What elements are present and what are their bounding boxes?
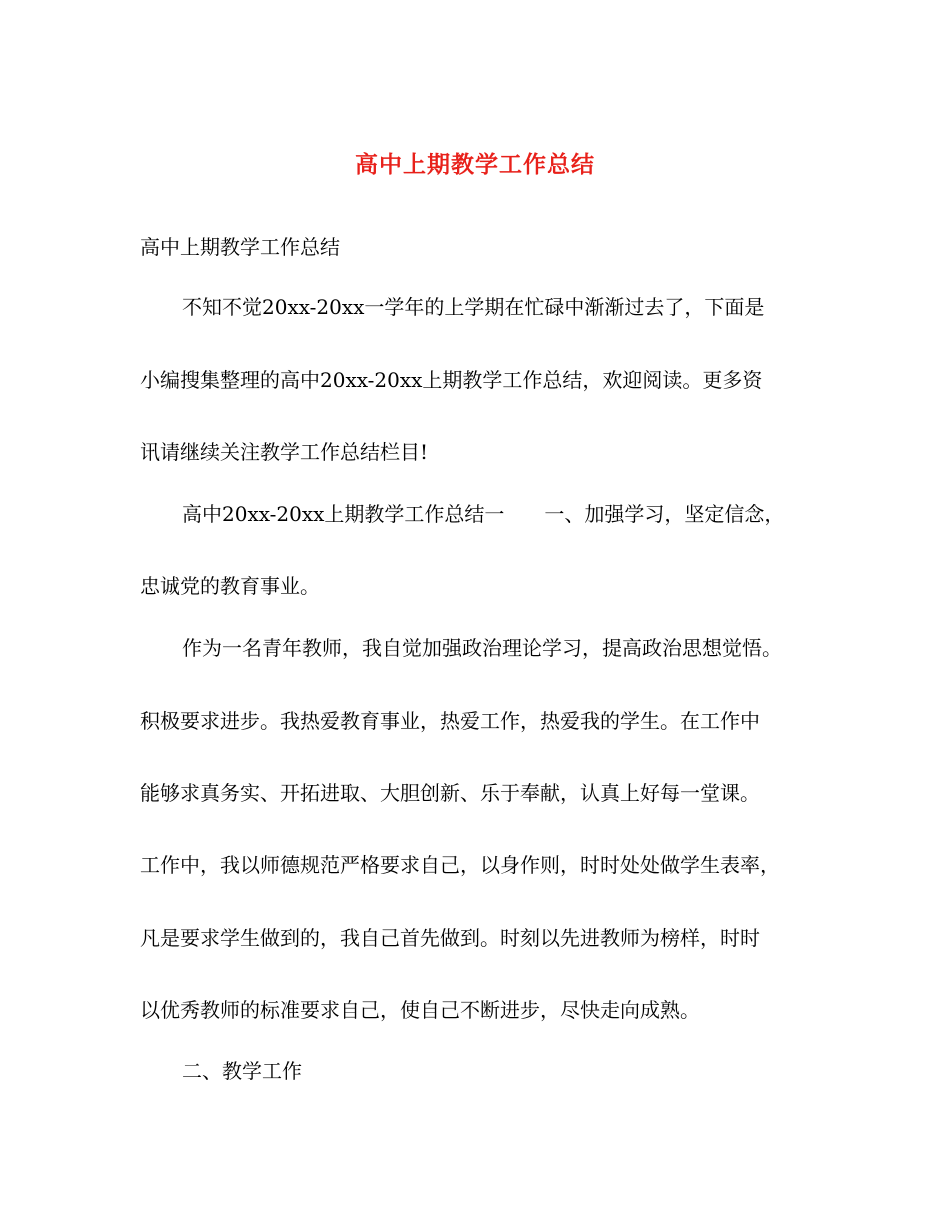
- text-line: 以优秀教师的标准要求自己，使自己不断进步，尽快走向成熟。: [140, 998, 700, 1022]
- text-line: 讯请继续关注教学工作总结栏目!: [140, 440, 429, 464]
- text-line: 积极要求进步。我热爱教育事业，热爱工作，热爱我的学生。在工作中: [140, 709, 760, 733]
- text-line: 工作中，我以师德规范严格要求自己，以身作则，时时处处做学生表率，: [140, 853, 780, 877]
- text-line: 能够求真务实、开拓进取、大胆创新、乐于奉献，认真上好每一堂课。: [140, 781, 760, 805]
- text-line: 不知不觉20xx-20xx一学年的上学期在忙碌中渐渐过去了，下面是: [182, 295, 765, 319]
- text-line: 作为一名青年教师，我自觉加强政治理论学习，提高政治思想觉悟。: [182, 636, 782, 660]
- document-title: 高中上期教学工作总结: [355, 151, 595, 178]
- text-line: 高中20xx-20xx上期教学工作总结一 一、加强学习，坚定信念，: [182, 502, 785, 526]
- text-line: 小编搜集整理的高中20xx-20xx上期教学工作总结，欢迎阅读。更多资: [140, 368, 763, 392]
- text-line: 凡是要求学生做到的，我自己首先做到。时刻以先进教师为榜样，时时: [140, 926, 760, 950]
- text-line-subtitle: 高中上期教学工作总结: [140, 235, 340, 259]
- section-heading: 二、教学工作: [182, 1059, 302, 1083]
- text-line: 忠诚党的教育事业。: [140, 574, 320, 598]
